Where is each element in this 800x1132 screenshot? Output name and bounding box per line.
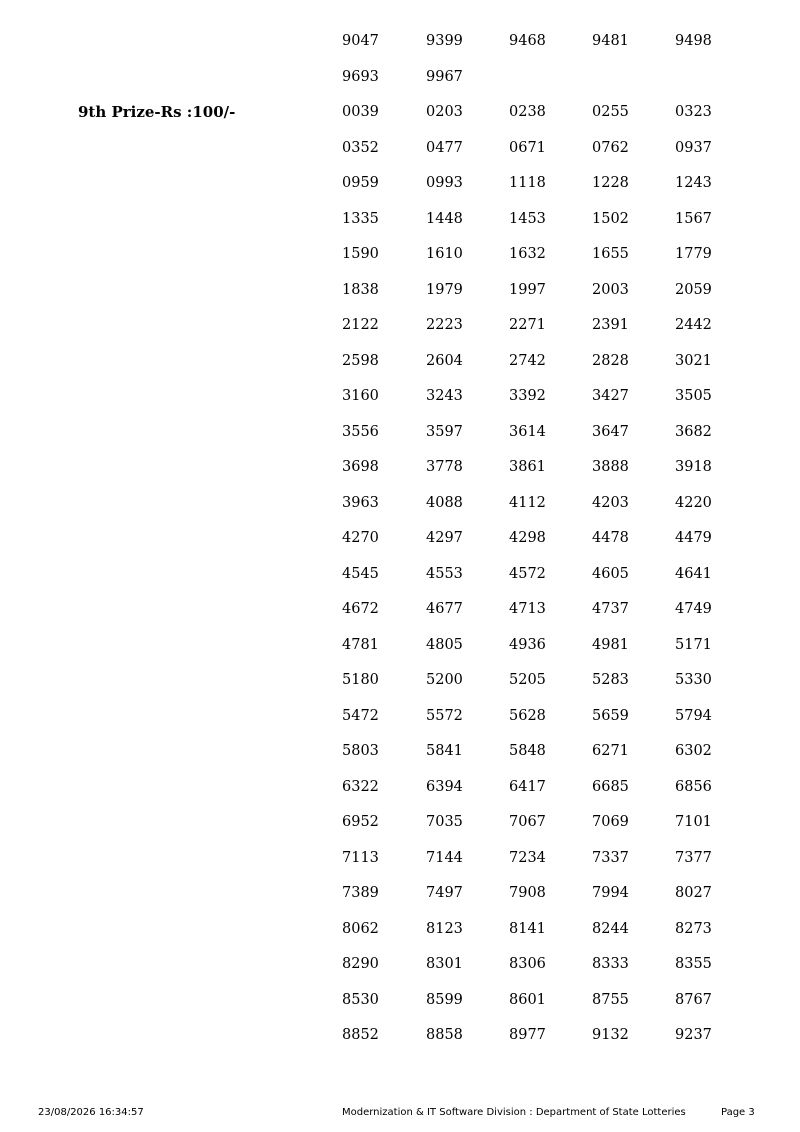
winning-number: 9468 (509, 33, 546, 49)
winning-number: 1655 (592, 246, 629, 262)
winning-number: 4781 (342, 636, 379, 653)
winning-number: 9693 (342, 68, 379, 85)
winning-number: 2059 (675, 281, 712, 298)
winning-number: 6322 (342, 778, 379, 795)
winning-number: 4298 (509, 530, 546, 546)
winning-number: 4478 (592, 530, 629, 546)
winning-number: 4713 (509, 601, 546, 617)
winning-number: 4936 (509, 636, 546, 653)
winning-number: 4737 (592, 601, 629, 617)
winning-number: 3556 (342, 423, 379, 440)
winning-number: 1453 (509, 210, 546, 227)
winning-number: 8858 (426, 1027, 463, 1043)
winning-number: 4220 (675, 494, 712, 511)
winning-number: 0352 (342, 139, 379, 156)
winning-number: 5628 (509, 707, 546, 724)
winning-number: 2271 (509, 317, 546, 333)
winning-number: 4553 (426, 565, 463, 582)
winning-number: 8530 (342, 991, 379, 1008)
winning-number: 4203 (592, 494, 629, 511)
footer-page-number: Page 3 (721, 1107, 755, 1118)
winning-number: 4641 (675, 565, 712, 582)
winning-number: 7994 (592, 885, 629, 901)
winning-number: 6952 (342, 814, 379, 830)
winning-number: 7389 (342, 885, 379, 901)
winning-number: 7067 (509, 814, 546, 830)
winning-number: 8244 (592, 920, 629, 937)
winning-number: 0993 (426, 175, 463, 191)
winning-number: 5171 (675, 636, 712, 653)
winning-number: 9047 (342, 33, 379, 49)
winning-number: 5848 (509, 743, 546, 759)
prize-label: 9th Prize-Rs :100/- (78, 103, 236, 121)
winning-number: 4297 (426, 530, 463, 546)
winning-number: 8767 (675, 991, 712, 1008)
winning-number: 1243 (675, 175, 712, 191)
winning-number: 8123 (426, 920, 463, 937)
winning-number: 1448 (426, 210, 463, 227)
winning-number: 2828 (592, 352, 629, 369)
winning-number: 2442 (675, 317, 712, 333)
winning-number: 8062 (342, 920, 379, 937)
winning-number: 1567 (675, 210, 712, 227)
winning-number: 5472 (342, 707, 379, 724)
winning-number: 6302 (675, 743, 712, 759)
winning-number: 3778 (426, 459, 463, 475)
winning-number: 5200 (426, 672, 463, 688)
winning-number: 2598 (342, 352, 379, 369)
winning-number: 2003 (592, 281, 629, 298)
winning-number: 6417 (509, 778, 546, 795)
winning-number: 8333 (592, 956, 629, 972)
winning-number: 3505 (675, 388, 712, 404)
winning-number: 4545 (342, 565, 379, 582)
winning-number: 7234 (509, 849, 546, 866)
winning-number: 9967 (426, 68, 463, 85)
winning-number: 5283 (592, 672, 629, 688)
winning-number: 8301 (426, 956, 463, 972)
winning-number: 8306 (509, 956, 546, 972)
winning-number: 3918 (675, 459, 712, 475)
winning-number: 4672 (342, 601, 379, 617)
winning-number: 8852 (342, 1027, 379, 1043)
winning-number: 8601 (509, 991, 546, 1008)
winning-number: 8027 (675, 885, 712, 901)
winning-number: 4677 (426, 601, 463, 617)
winning-number: 5205 (509, 672, 546, 688)
winning-number: 3698 (342, 459, 379, 475)
winning-number: 3614 (509, 423, 546, 440)
winning-number: 7069 (592, 814, 629, 830)
winning-number: 1610 (426, 246, 463, 262)
winning-number: 2223 (426, 317, 463, 333)
winning-number: 1590 (342, 246, 379, 262)
winning-number: 8141 (509, 920, 546, 937)
winning-number: 9498 (675, 33, 712, 49)
winning-number: 5572 (426, 707, 463, 724)
winning-number: 5180 (342, 672, 379, 688)
winning-number: 7101 (675, 814, 712, 830)
winning-number: 2742 (509, 352, 546, 369)
winning-number: 0203 (426, 104, 463, 120)
winning-number: 3861 (509, 459, 546, 475)
winning-number: 8355 (675, 956, 712, 972)
winning-number: 9237 (675, 1027, 712, 1043)
winning-number: 1502 (592, 210, 629, 227)
winning-number: 3160 (342, 388, 379, 404)
winning-number: 4981 (592, 636, 629, 653)
winning-number: 0323 (675, 104, 712, 120)
winning-number: 7908 (509, 885, 546, 901)
winning-number: 8273 (675, 920, 712, 937)
winning-number: 1632 (509, 246, 546, 262)
winning-number: 9481 (592, 33, 629, 49)
winning-number: 7113 (342, 849, 379, 866)
winning-number: 8977 (509, 1027, 546, 1043)
winning-number: 3243 (426, 388, 463, 404)
winning-number: 0255 (592, 104, 629, 120)
winning-number: 5794 (675, 707, 712, 724)
winning-number: 3427 (592, 388, 629, 404)
winning-number: 1335 (342, 210, 379, 227)
winning-number: 5841 (426, 743, 463, 759)
winning-number: 3963 (342, 494, 379, 511)
winning-number: 2604 (426, 352, 463, 369)
winning-number: 9399 (426, 33, 463, 49)
footer-division: Modernization & IT Software Division : Department of State Lotteries (342, 1107, 686, 1118)
winning-number: 4572 (509, 565, 546, 582)
winning-number: 1997 (509, 281, 546, 298)
winning-number: 1779 (675, 246, 712, 262)
winning-number: 0762 (592, 139, 629, 156)
winning-number: 4270 (342, 530, 379, 546)
winning-number: 5659 (592, 707, 629, 724)
winning-number: 0959 (342, 175, 379, 191)
winning-number: 0937 (675, 139, 712, 156)
winning-number: 7144 (426, 849, 463, 866)
winning-number: 2122 (342, 317, 379, 333)
winning-number: 7035 (426, 814, 463, 830)
winning-number: 4088 (426, 494, 463, 511)
winning-number: 1118 (509, 175, 546, 191)
winning-number: 6394 (426, 778, 463, 795)
winning-number: 3597 (426, 423, 463, 440)
winning-number: 3682 (675, 423, 712, 440)
winning-number: 6856 (675, 778, 712, 795)
winning-number: 3888 (592, 459, 629, 475)
winning-number: 8755 (592, 991, 629, 1008)
winning-number: 7497 (426, 885, 463, 901)
winning-number: 7377 (675, 849, 712, 866)
winning-number: 0238 (509, 104, 546, 120)
winning-number: 1838 (342, 281, 379, 298)
winning-number: 7337 (592, 849, 629, 866)
winning-number: 4479 (675, 530, 712, 546)
winning-number: 4112 (509, 494, 546, 511)
winning-number: 0039 (342, 104, 379, 120)
winning-number: 4749 (675, 601, 712, 617)
winning-number: 8290 (342, 956, 379, 972)
winning-number: 6271 (592, 743, 629, 759)
winning-number: 1228 (592, 175, 629, 191)
winning-number: 5330 (675, 672, 712, 688)
winning-number: 8599 (426, 991, 463, 1008)
winning-number: 3647 (592, 423, 629, 440)
winning-number: 4605 (592, 565, 629, 582)
winning-number: 9132 (592, 1027, 629, 1043)
winning-number: 0671 (509, 139, 546, 156)
winning-number: 6685 (592, 778, 629, 795)
winning-number: 3021 (675, 352, 712, 369)
winning-number: 5803 (342, 743, 379, 759)
winning-number: 3392 (509, 388, 546, 404)
winning-number: 0477 (426, 139, 463, 156)
winning-number: 4805 (426, 636, 463, 653)
winning-number: 1979 (426, 281, 463, 298)
footer-timestamp: 23/08/2026 16:34:57 (38, 1107, 144, 1118)
winning-number: 2391 (592, 317, 629, 333)
